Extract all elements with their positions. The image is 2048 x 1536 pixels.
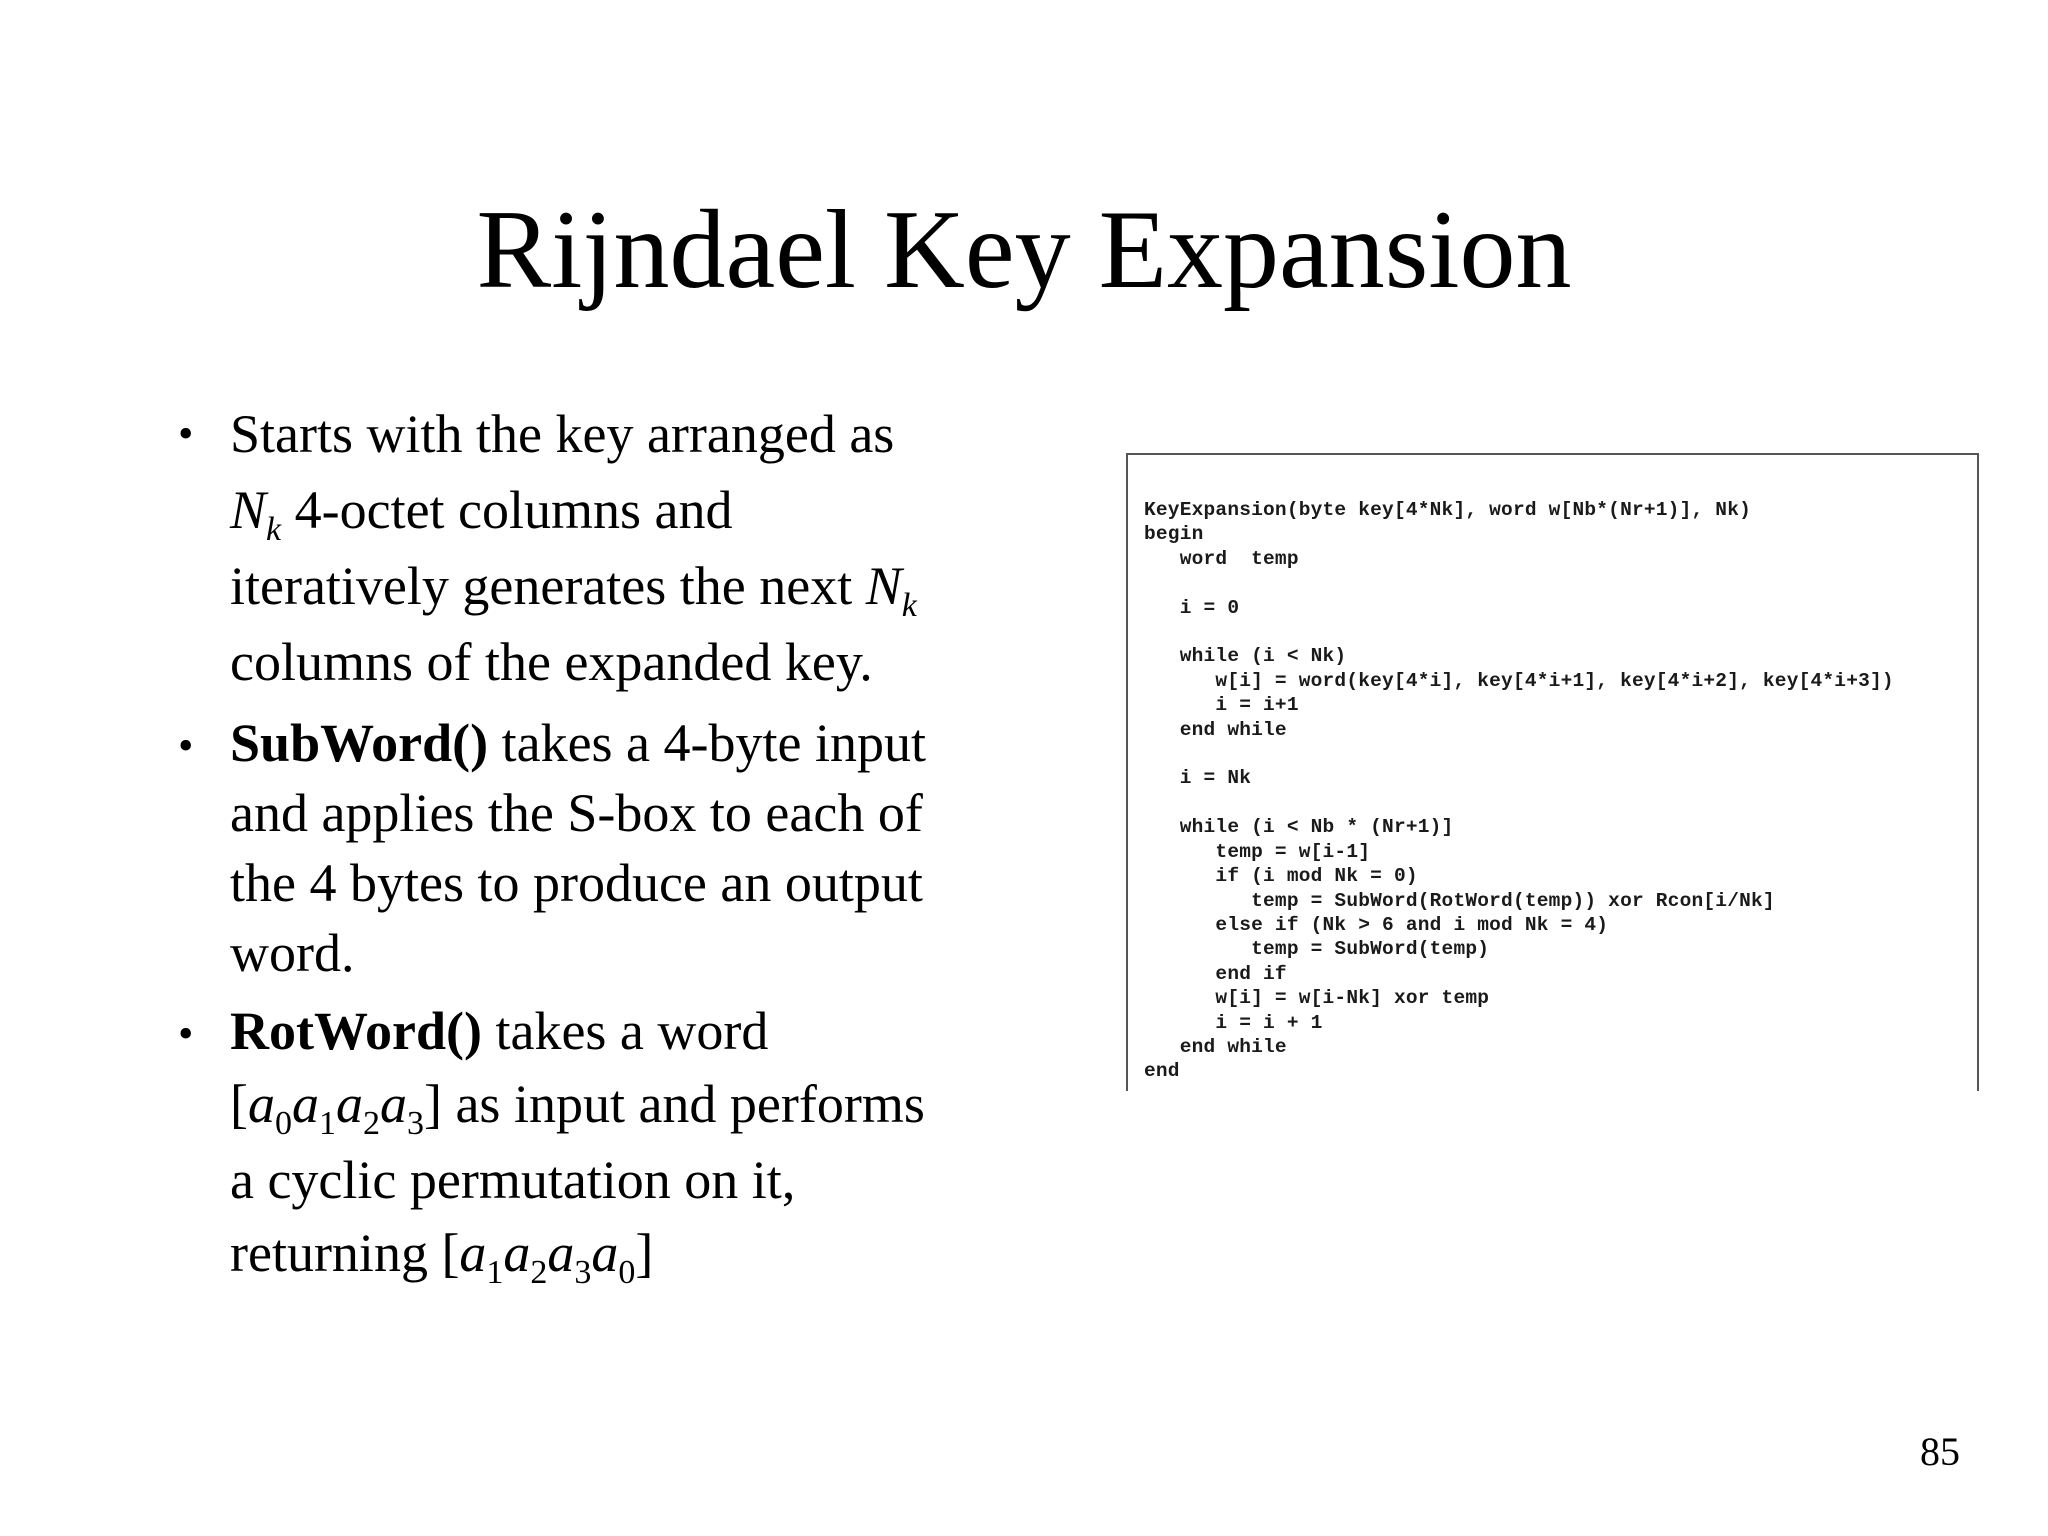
- bullet-1-line-4: columns of the expanded key.: [230, 632, 873, 692]
- code-line: while (i < Nk): [1144, 645, 1347, 668]
- code-line: word temp: [1144, 547, 1299, 570]
- bullet-1-line-2: [230, 472, 998, 548]
- code-line: i = i + 1: [1144, 1011, 1323, 1034]
- variable-a: a: [459, 1223, 487, 1283]
- bullet-2-line-2: and applies the S-box to each of: [230, 783, 923, 843]
- code-line: begin: [1144, 523, 1204, 546]
- open-bracket: [: [230, 1074, 248, 1134]
- bullet-2-line-3: the 4 bytes to produce an output: [230, 853, 923, 913]
- subscript-0: 0: [618, 1253, 636, 1291]
- variable-n: N: [230, 480, 267, 540]
- bullet-3-line-4-text: returning [: [230, 1223, 460, 1283]
- code-line: else if (Nk > 6 and i mod Nk = 4): [1144, 913, 1609, 936]
- code-line: i = 0: [1144, 596, 1240, 619]
- variable-a: a: [291, 1074, 319, 1134]
- code-line: while (i < Nb * (Nr+1)]: [1144, 816, 1454, 839]
- bullet-2-line-1-text: takes a 4-byte input: [488, 713, 926, 773]
- code-line: if (i mod Nk = 0): [1144, 865, 1418, 888]
- bullet-dot-icon: •: [178, 1009, 194, 1058]
- variable-a: a: [591, 1223, 619, 1283]
- subscript-3: 3: [406, 1104, 424, 1142]
- bullet-item: [178, 996, 998, 1291]
- code-line: end if: [1144, 962, 1287, 985]
- bullet-list: [178, 396, 998, 1291]
- code-line: KeyExpansion(byte key[4*Nk], word w[Nb*(Nr+1)], Nk): [1144, 499, 1751, 521]
- code-line: w[i] = word(key[4*i], key[4*i+1], key[4*i+2], key[4*i+3]): [1144, 669, 1894, 692]
- code-line: end while: [1144, 1035, 1287, 1058]
- variable-a: a: [247, 1074, 275, 1134]
- code-line: i = i+1: [1144, 694, 1299, 717]
- bullet-3-line-2-text: ] as input and performs: [423, 1074, 925, 1134]
- code-line: w[i] = w[i-Nk] xor temp: [1144, 987, 1490, 1010]
- bullet-1-line-3-text: iteratively generates the next: [230, 556, 866, 616]
- subscript-0: 0: [274, 1104, 292, 1142]
- page-number: 85: [1920, 1429, 1960, 1474]
- bullet-item: [178, 396, 998, 700]
- variable-a: a: [379, 1074, 407, 1134]
- code-line: temp = SubWord(RotWord(temp)) xor Rcon[i/Nk]: [1144, 889, 1775, 912]
- variable-a: a: [547, 1223, 575, 1283]
- code-line: temp = SubWord(temp): [1144, 938, 1490, 961]
- bullet-3-line-1-text: takes a word: [481, 1001, 769, 1061]
- bullet-2-line-1: [230, 708, 998, 778]
- bullet-dot-icon: •: [178, 721, 194, 770]
- variable-n: N: [865, 556, 902, 616]
- code-line: i = Nk: [1144, 767, 1252, 790]
- rotword-term: RotWord(): [230, 1001, 482, 1061]
- subscript-3: 3: [574, 1253, 592, 1291]
- slide-title: Rijndael Key Expansion: [476, 188, 1572, 312]
- subscript-2: 2: [362, 1104, 380, 1142]
- bullet-1-line-1: Starts with the key arranged as: [230, 404, 895, 464]
- subscript-k: k: [266, 510, 282, 548]
- close-bracket: ]: [635, 1223, 654, 1283]
- bullet-1-line-3: [230, 548, 998, 624]
- code-line: temp = w[i-1]: [1144, 840, 1371, 863]
- code-line: end while: [1144, 718, 1287, 741]
- variable-a: a: [503, 1223, 531, 1283]
- subscript-1: 1: [318, 1104, 336, 1142]
- bullet-3-line-1: [230, 996, 998, 1066]
- subscript-k: k: [901, 586, 917, 624]
- subword-term: SubWord(): [230, 713, 489, 773]
- subscript-1: 1: [486, 1253, 504, 1291]
- bullet-dot-icon: •: [178, 409, 194, 458]
- bullet-3-line-4: [230, 1218, 998, 1291]
- bullet-3-line-2: [230, 1066, 998, 1142]
- bullet-item: [178, 708, 998, 988]
- bullet-1-line-2-text: 4-octet columns and: [281, 480, 733, 540]
- bullet-2-line-4: word.: [230, 923, 355, 983]
- subscript-2: 2: [530, 1253, 548, 1291]
- pseudocode-box: [1126, 453, 1979, 1091]
- bullet-3-line-3: a cyclic permutation on it,: [230, 1150, 796, 1210]
- code-line: end: [1144, 1060, 1180, 1083]
- key-expansion-pseudocode: [1144, 498, 1894, 1084]
- variable-a: a: [335, 1074, 363, 1134]
